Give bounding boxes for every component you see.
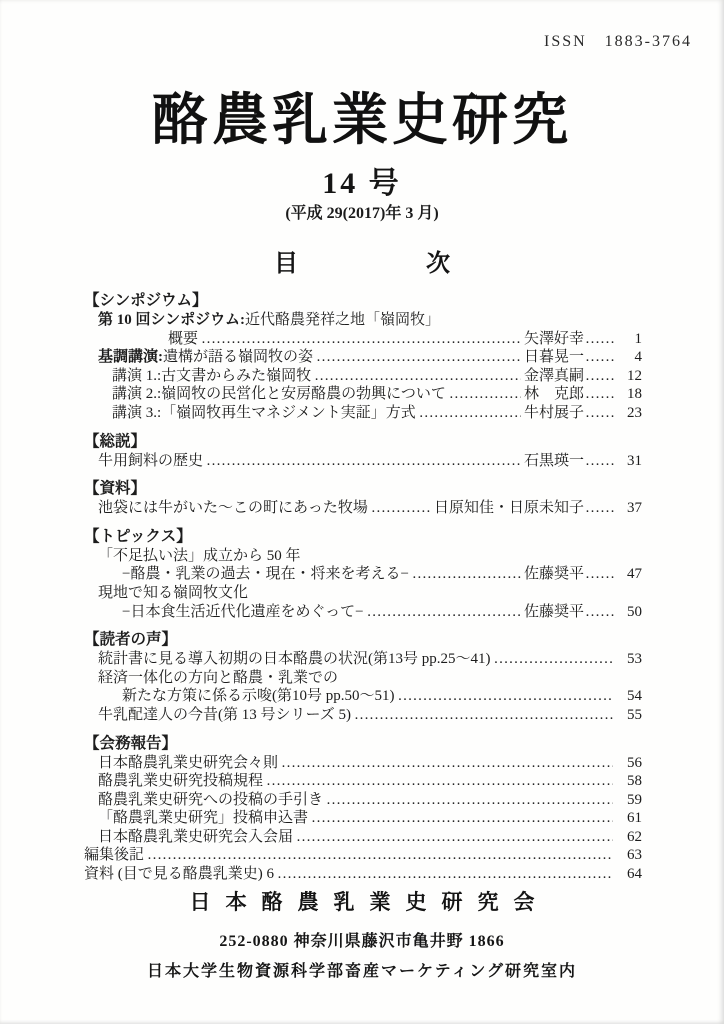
dot-leader <box>201 330 521 349</box>
dot-leader <box>316 348 521 367</box>
dot-leader <box>311 809 613 828</box>
entry-title: 「酪農乳業史研究」投稿申込書 <box>98 810 309 827</box>
journal-title: 酪農乳業史研究 <box>152 90 572 152</box>
publisher-address: 252-0880 神奈川県藤沢市亀井野 1866 <box>219 933 505 950</box>
entry-author: 金澤真嗣 <box>523 367 584 384</box>
issue-number: 14 号 <box>322 167 402 200</box>
toc-entry <box>84 330 642 349</box>
publication-date: (平成 29(2017)年 3 月) <box>285 205 439 222</box>
toc-heading-left: 目 <box>274 251 298 277</box>
entry-title: 講演 1.:古文書からみた嶺岡牧 <box>112 367 312 384</box>
entry-title: 講演 2.:嶺岡牧の民営化と安房酪農の勃興について <box>112 386 446 403</box>
entry-title: 講演 3.:「嶺岡牧再生マネジメント実証」方式 <box>112 404 416 421</box>
toc-entry <box>84 547 642 566</box>
dot-separator <box>585 565 615 584</box>
toc-entry <box>84 367 642 386</box>
entry-title: 資料 (目で見る酪農乳業史) 6 <box>84 866 274 883</box>
entry-title: 牛乳配達人の今昔(第 13 号シリーズ 5) <box>98 706 351 723</box>
section-header-review: 【総説】 <box>84 432 147 450</box>
entry-page: 64 <box>627 866 642 883</box>
dot-separator <box>585 367 615 386</box>
toc-entry <box>84 650 642 669</box>
dot-leader <box>206 452 521 471</box>
dot-separator <box>585 603 615 622</box>
dot-leader <box>449 385 521 404</box>
dot-leader <box>419 404 521 423</box>
entry-label: 第 10 回シンポジウム: <box>98 312 245 328</box>
dot-leader <box>367 603 521 622</box>
entry-author: 牛村展子 <box>523 404 584 421</box>
toc-entry <box>84 669 642 688</box>
entry-title: 「不足払い法」成立から 50 年 <box>98 547 301 564</box>
entry-author: 石黒瑛一 <box>523 452 584 469</box>
dot-leader <box>281 754 613 773</box>
toc-entry <box>84 452 642 471</box>
entry-page: 31 <box>627 452 642 469</box>
dot-leader <box>412 565 521 584</box>
entry-page: 59 <box>627 791 642 808</box>
dot-leader <box>314 367 521 386</box>
toc-entry <box>84 846 642 865</box>
entry-subtitle: −酪農・乳業の過去・現在・将来を考える− <box>122 566 409 583</box>
entry-title: 統計書に見る導入初期の日本酪農の状況(第13号 pp.25〜41) <box>98 651 491 668</box>
section-header-readers-voice: 【読者の声】 <box>84 631 178 649</box>
toc-entry <box>84 385 642 404</box>
dot-leader <box>296 828 613 847</box>
toc-entry <box>84 809 642 828</box>
section-header-topics: 【トピックス】 <box>84 527 192 545</box>
entry-title: 日本酪農乳業史研究会入会届 <box>98 828 294 845</box>
dot-separator <box>585 348 615 367</box>
toc-entry <box>84 404 642 423</box>
toc-entry <box>84 499 642 518</box>
toc-entry <box>84 584 642 603</box>
section-header-business-report: 【会務報告】 <box>84 734 178 752</box>
publisher-office: 日本大学生物資源科学部畜産マーケティング研究室内 <box>146 963 578 980</box>
dot-separator <box>585 330 615 349</box>
entry-title: 現地で知る嶺岡牧文化 <box>98 584 249 601</box>
toc-entry <box>84 706 642 725</box>
entry-page: 55 <box>627 706 642 723</box>
section-header-symposium: 【シンポジウム】 <box>84 292 208 309</box>
entry-page: 54 <box>627 688 642 705</box>
entry-page: 12 <box>627 367 642 384</box>
dot-separator <box>585 499 615 518</box>
toc-entry <box>84 565 642 584</box>
toc-entry <box>84 865 642 884</box>
entry-author: 佐藤奨平 <box>523 566 584 583</box>
dot-separator <box>585 404 615 423</box>
issn-number: ISSN 1883-3764 <box>543 33 692 50</box>
entry-title: 酪農乳業史研究投稿規程 <box>98 773 264 790</box>
entry-page: 61 <box>627 810 642 827</box>
dot-leader <box>371 499 431 518</box>
section-header-materials: 【資料】 <box>84 480 147 498</box>
toc-entry <box>84 772 642 791</box>
entry-label: 基調講演: <box>98 349 163 366</box>
entry-page: 37 <box>627 500 642 517</box>
entry-title: 経済一体化の方向と酪農・乳業での <box>98 669 339 686</box>
entry-page: 56 <box>627 754 642 771</box>
toc-entry <box>84 311 642 330</box>
entry-author: 日暮晃一 <box>523 349 584 366</box>
entry-page: 63 <box>627 847 642 864</box>
dot-leader <box>277 865 613 884</box>
entry-page: 47 <box>627 566 642 583</box>
toc-entry <box>84 687 642 706</box>
entry-author: 佐藤奨平 <box>523 603 584 620</box>
publisher-footer <box>0 886 724 981</box>
toc-entry <box>84 348 642 367</box>
dot-leader <box>266 772 613 791</box>
dot-leader <box>326 791 613 810</box>
dot-leader <box>398 687 614 706</box>
entry-title: 概要 <box>168 330 199 347</box>
entry-page: 53 <box>627 651 642 668</box>
entry-page: 50 <box>627 603 642 620</box>
entry-page: 23 <box>627 404 642 421</box>
toc-entry <box>84 603 642 622</box>
dot-separator <box>585 452 615 471</box>
entry-page: 62 <box>627 828 642 845</box>
dot-leader <box>147 846 613 865</box>
entry-author: 林 克郎 <box>523 386 584 403</box>
entry-page: 4 <box>634 349 642 366</box>
toc-entry <box>84 754 642 773</box>
dot-leader <box>354 706 613 725</box>
toc-entry <box>84 828 642 847</box>
entry-page: 58 <box>627 773 642 790</box>
entry-subtitle: −日本食生活近代化遺産をめぐって− <box>122 603 364 620</box>
toc-heading-right: 次 <box>426 251 450 277</box>
table-of-contents <box>84 282 642 884</box>
toc-entry <box>84 791 642 810</box>
entry-title: 牛用飼料の歴史 <box>98 452 204 469</box>
entry-page: 18 <box>627 386 642 403</box>
entry-title: 編集後記 <box>84 847 145 864</box>
entry-title: 近代酪農発祥之地「嶺岡牧」 <box>244 312 440 328</box>
toc-heading <box>0 243 724 278</box>
entry-page: 1 <box>634 330 642 347</box>
publisher-name: 日本酪農乳業史研究会 <box>189 890 550 914</box>
entry-title: 池袋には牛がいた〜この町にあった牧場 <box>98 500 368 517</box>
entry-title: 遺構が語る嶺岡牧の姿 <box>163 349 314 366</box>
dot-leader <box>494 650 614 669</box>
entry-author: 日原知佳・日原未知子 <box>433 500 584 517</box>
entry-subtitle: 新たな方策に係る示唆(第10号 pp.50〜51) <box>122 688 395 705</box>
entry-author: 矢澤好幸 <box>523 330 584 347</box>
dot-separator <box>585 385 615 404</box>
entry-title: 日本酪農乳業史研究会々則 <box>98 754 279 771</box>
entry-title: 酪農乳業史研究への投稿の手引き <box>98 791 324 808</box>
